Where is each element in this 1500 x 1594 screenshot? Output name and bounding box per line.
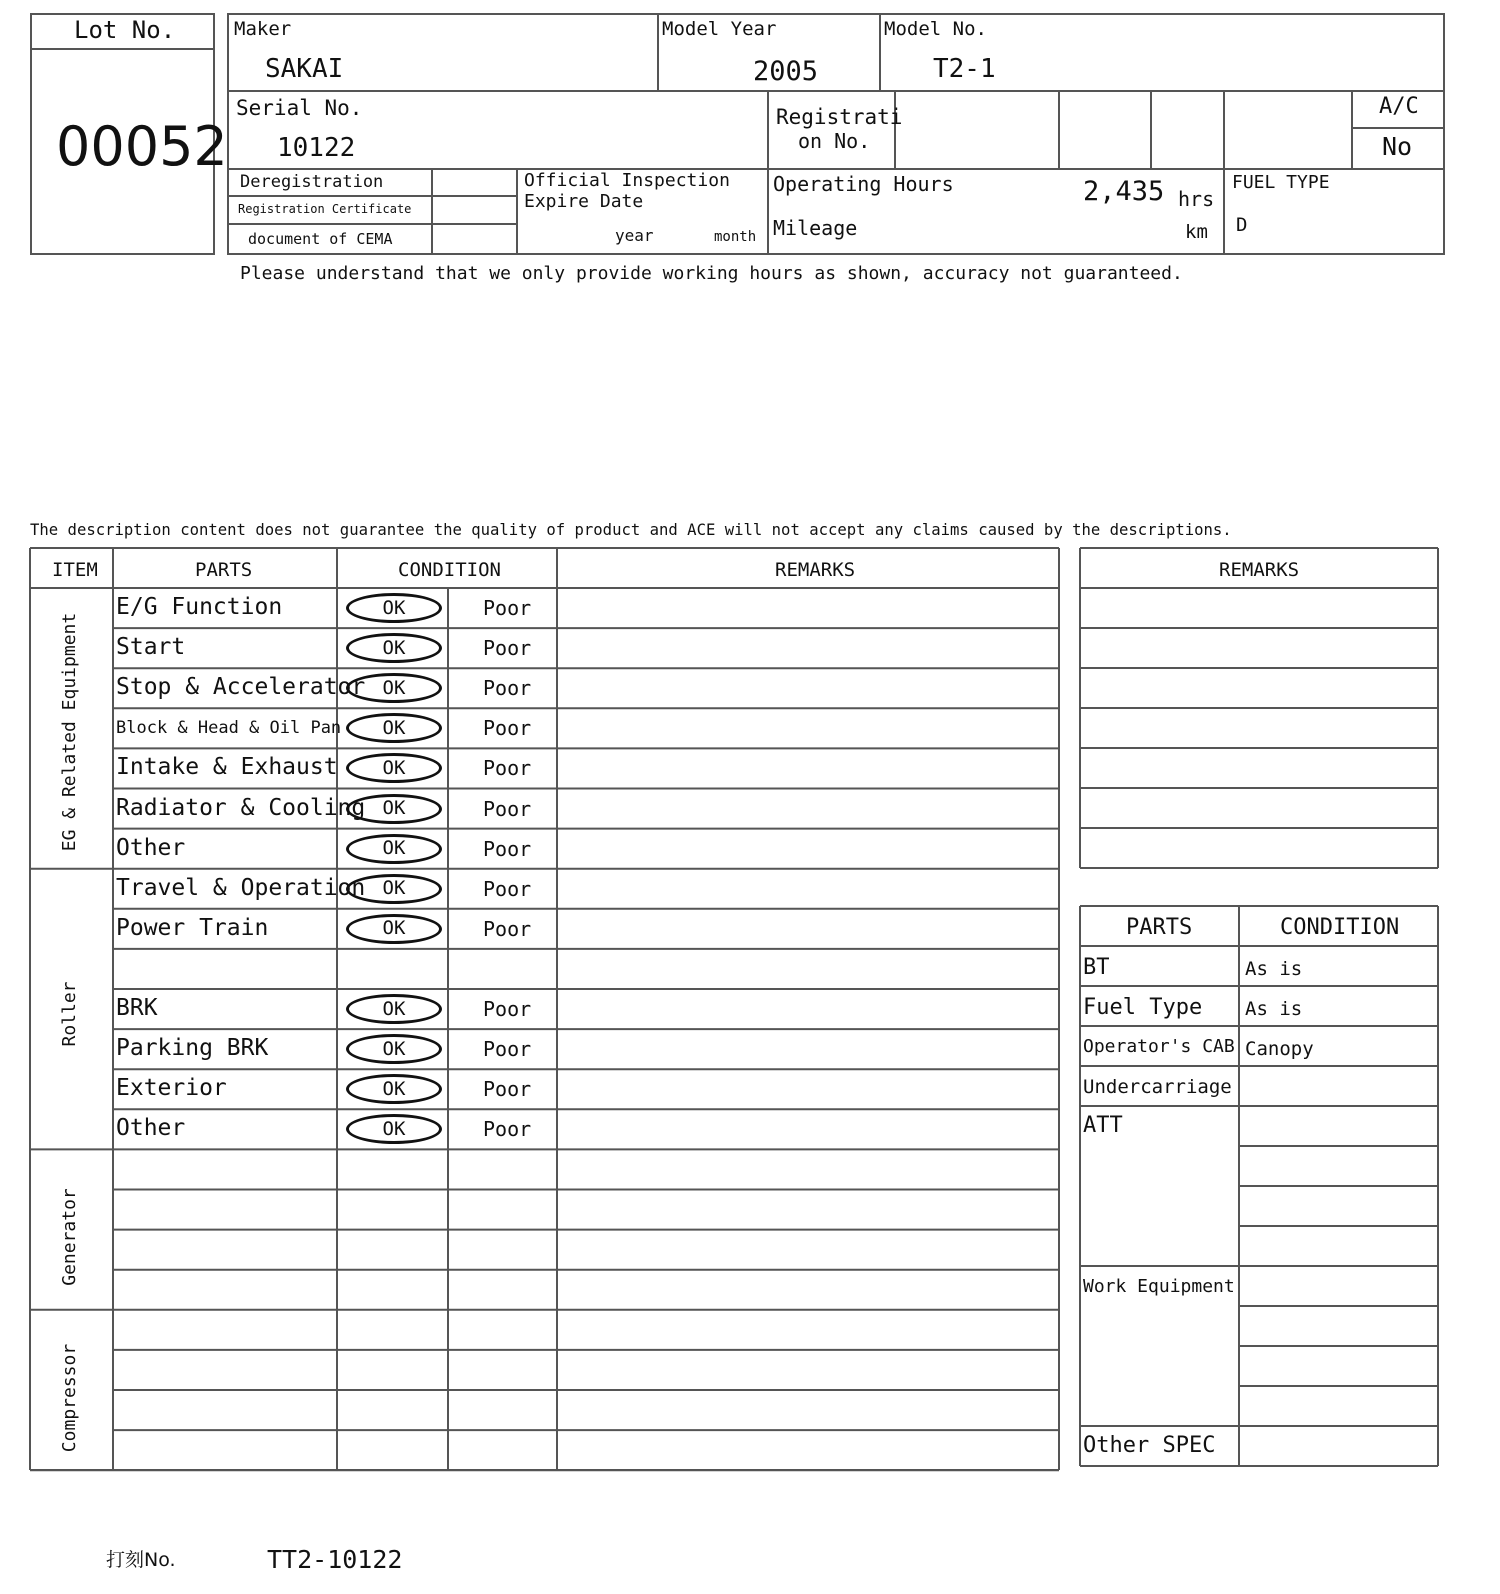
section-label-generator: Generator (59, 1188, 80, 1286)
spec-condition-header: CONDITION (1280, 915, 1400, 940)
lot-label: Lot No. (74, 16, 176, 44)
section-label-compressor: Compressor (59, 1343, 80, 1453)
cema-label: document of CEMA (248, 230, 393, 248)
poor-option[interactable]: Poor (483, 796, 532, 821)
registration-label-1: Registrati (776, 105, 903, 129)
inspection-label-1: Official Inspection (524, 170, 730, 191)
part-label: Stop & Accelerator (116, 674, 366, 701)
spec-cond-fuel: As is (1245, 998, 1303, 1020)
fuel-type-label: FUEL TYPE (1232, 172, 1330, 193)
serial-value: 10122 (277, 133, 356, 163)
mileage-label: Mileage (773, 216, 858, 240)
part-label: E/G Function (116, 594, 283, 620)
stamp-label: 打刻No. (106, 1549, 176, 1571)
part-label: Parking BRK (116, 1035, 269, 1062)
ok-circled[interactable]: OK (346, 673, 442, 703)
ac-label: A/C (1379, 94, 1419, 119)
hours-disclaimer: Please understand that we only provide working hours as shown, accuracy not guaranteed. (240, 263, 1183, 284)
ok-circled[interactable]: OK (346, 914, 442, 944)
ok-circled[interactable]: OK (346, 1114, 442, 1144)
part-label: Other (116, 834, 186, 861)
ok-circled[interactable]: OK (346, 794, 442, 824)
poor-option[interactable]: Poor (483, 1117, 532, 1142)
ok-circled[interactable]: OK (346, 593, 442, 623)
stamp-value: TT2-10122 (267, 1545, 403, 1574)
spec-part-undercarriage: Undercarriage (1083, 1076, 1232, 1098)
spec-cond-cab: Canopy (1245, 1038, 1314, 1060)
model-year-label: Model Year (662, 18, 777, 40)
poor-option[interactable]: Poor (483, 916, 532, 941)
inspection-label-2: Expire Date (524, 191, 644, 212)
poor-option[interactable]: Poor (483, 756, 532, 781)
model-no-value: T2-1 (933, 54, 996, 84)
spec-part-other-spec: Other SPEC (1083, 1433, 1216, 1458)
poor-option[interactable]: Poor (483, 636, 532, 661)
parts-header: PARTS (195, 559, 253, 581)
km-label: km (1185, 221, 1208, 243)
spec-part-att: ATT (1083, 1113, 1123, 1138)
operating-hours-label: Operating Hours (773, 172, 954, 196)
ok-circled[interactable]: OK (346, 874, 442, 904)
month-label: month (714, 229, 757, 245)
ok-circled[interactable]: OK (346, 1074, 442, 1104)
model-year-value: 2005 (753, 56, 819, 87)
part-label: Exterior (116, 1075, 227, 1102)
spec-part-cab: Operator's CAB (1083, 1036, 1235, 1057)
right-remarks-header: REMARKS (1219, 559, 1300, 581)
part-label: Power Train (116, 914, 269, 941)
operating-hours-value: 2,435 (1083, 176, 1165, 207)
ac-value: No (1382, 132, 1413, 161)
ok-circled[interactable]: OK (346, 713, 442, 743)
maker-value: SAKAI (265, 54, 344, 84)
ok-circled[interactable]: OK (346, 1034, 442, 1064)
part-label: Start (116, 634, 186, 661)
poor-option[interactable]: Poor (483, 836, 532, 861)
poor-option[interactable]: Poor (483, 1077, 532, 1102)
poor-option[interactable]: Poor (483, 997, 532, 1021)
item-header: ITEM (52, 559, 98, 581)
poor-option[interactable]: Poor (483, 716, 532, 741)
spec-part-work-equipment: Work Equipment (1083, 1276, 1235, 1297)
hrs-label: hrs (1178, 187, 1215, 211)
spec-cond-bt: As is (1245, 958, 1303, 980)
model-no-label: Model No. (884, 18, 987, 40)
fuel-type-value: D (1236, 214, 1248, 236)
part-label: Intake & Exhaust (116, 754, 338, 781)
ok-circled[interactable]: OK (346, 753, 442, 783)
part-label: Travel & Operation (116, 874, 366, 901)
condition-header: CONDITION (398, 559, 501, 581)
maker-label: Maker (234, 18, 292, 40)
lot-number: 00052 (56, 115, 228, 178)
remarks-header: REMARKS (775, 559, 856, 581)
ok-circled[interactable]: OK (346, 834, 442, 864)
registration-label-2: on No. (798, 129, 871, 153)
spec-parts-header: PARTS (1126, 915, 1193, 940)
serial-label: Serial No. (236, 96, 363, 120)
spec-part-fuel: Fuel Type (1083, 995, 1203, 1020)
section-label-roller: Roller (59, 981, 80, 1047)
ok-circled[interactable]: OK (346, 633, 442, 663)
section-label-eg: EG & Related Equipment (59, 612, 80, 852)
spec-part-bt: BT (1083, 955, 1110, 980)
ok-circled[interactable]: OK (346, 994, 442, 1024)
dereg-label: Deregistration (240, 172, 384, 192)
poor-option[interactable]: Poor (483, 876, 532, 901)
year-label: year (615, 226, 654, 245)
part-label: Radiator & Cooling (116, 794, 366, 821)
reg-cert-label: Registration Certificate (238, 202, 412, 216)
quality-disclaimer: The description content does not guarantee the quality of product and ACE will not accept any claims caused by the descriptions. (30, 521, 1232, 539)
part-label: Other (116, 1115, 186, 1142)
part-label: Block & Head & Oil Pan (116, 718, 342, 739)
poor-option[interactable]: Poor (483, 596, 532, 620)
poor-option[interactable]: Poor (483, 676, 532, 701)
poor-option[interactable]: Poor (483, 1037, 532, 1062)
part-label: BRK (116, 995, 158, 1021)
